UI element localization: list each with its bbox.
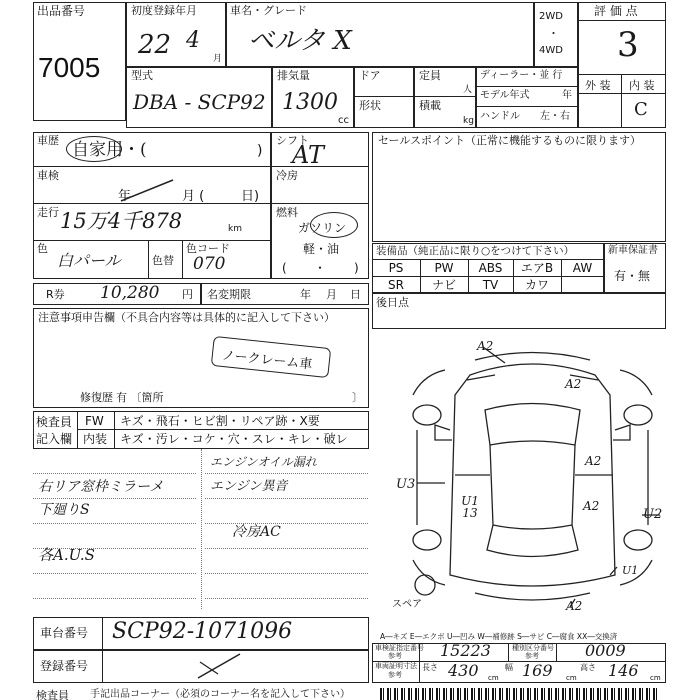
- notes-dot-r3: [205, 523, 368, 524]
- equip-tv: TV: [482, 278, 499, 292]
- no-claim-stamp-text: ノークレーム車: [221, 348, 313, 373]
- shift-value: AT: [292, 141, 325, 169]
- shape-label: 形状: [359, 99, 381, 112]
- doors-label: ドア: [359, 69, 381, 82]
- note-left-1: 右リア窓枠ミラーメ: [38, 479, 164, 495]
- handle-label: ハンドル: [480, 111, 520, 122]
- displacement-value: 1300: [282, 90, 338, 115]
- ext-int-hline: [578, 93, 666, 94]
- color-code-value: 070: [193, 254, 226, 274]
- mark-a2-mid-right: A2: [585, 454, 602, 468]
- shift-divider: [271, 166, 369, 167]
- notes-dot-1: [33, 473, 196, 474]
- model-year-divider: [476, 106, 578, 107]
- length-cm: cm: [488, 674, 499, 682]
- equip-abs: ABS: [478, 261, 503, 275]
- inspection-divider: [33, 203, 271, 204]
- notes-dot-3: [33, 523, 196, 524]
- equip-ps: PS: [388, 261, 404, 275]
- cert-value: 15223: [440, 641, 491, 660]
- interior-value: C: [634, 99, 648, 120]
- equip-sr: SR: [388, 278, 404, 292]
- mark-a2-bottom: A2: [566, 599, 583, 613]
- model-year-label: モデル年式: [480, 90, 530, 101]
- mark-u1-13: U1 13: [461, 494, 479, 520]
- history-label: 車歴: [37, 134, 59, 147]
- cert-v3: [556, 643, 557, 661]
- lot-label: 出品番号: [37, 4, 86, 18]
- history-circle: [66, 136, 122, 162]
- bottom-text: 手記出品コーナー（必須のコーナー名を記入して下さい）: [90, 689, 350, 700]
- fuel-light-oil: 軽・油: [303, 242, 340, 256]
- interior-insp-label: 内装: [83, 432, 108, 446]
- inspection-day-unit: 日): [241, 189, 260, 204]
- color-label: 色: [37, 242, 48, 255]
- chassis-label: 車台番号: [40, 626, 89, 640]
- reg-label: 登録番号: [40, 659, 89, 673]
- width-cm: cm: [566, 674, 577, 682]
- height-value: 146: [608, 661, 639, 680]
- mark-u1-right: U1: [622, 564, 639, 577]
- length-value: 430: [448, 661, 479, 680]
- fuel-dot: ・: [314, 261, 327, 275]
- kg-unit: kg: [463, 116, 474, 126]
- name-change-year: 年: [300, 288, 311, 301]
- note-right-1: エンジンオイル漏れ: [210, 455, 317, 469]
- history-value: 自家用・(: [72, 140, 147, 160]
- inspection-month-unit: 月 (: [182, 189, 205, 204]
- dims-ref: 参考: [388, 671, 402, 679]
- name-change-day: 日: [350, 288, 361, 301]
- color-change-label: 色替: [152, 254, 174, 267]
- handle-options: 左・右: [540, 111, 570, 122]
- inspection-year-unit: 年: [118, 189, 132, 204]
- recycle-label: R券: [46, 288, 65, 301]
- notes-dot-r6: [205, 598, 368, 599]
- score-label: 評 価 点: [594, 4, 638, 18]
- height-cm: cm: [650, 674, 661, 682]
- insp-v2: [114, 411, 115, 449]
- insp-h: [77, 429, 369, 430]
- fuel-paren-close: ): [354, 261, 359, 275]
- later-label: 後日点: [376, 296, 409, 309]
- exterior-label: 外 装: [585, 79, 611, 92]
- color-code-divider: [182, 240, 183, 279]
- notes-mid-divider: [201, 449, 202, 609]
- name-change-month: 月: [326, 288, 337, 301]
- drive-2wd: 2WD: [539, 11, 563, 22]
- lot-number: 7005: [38, 52, 101, 83]
- interior-label: 内 装: [629, 79, 655, 92]
- dims-label: 車両証明寸法: [375, 662, 417, 670]
- name-change-label: 名変期限: [207, 288, 251, 301]
- bottom-label: 検査員: [36, 689, 69, 700]
- repair-label: 修復歴: [80, 391, 113, 404]
- mark-u2: U2: [643, 507, 663, 522]
- year-unit: 年: [562, 90, 572, 101]
- first-reg-label: 初度登録年月: [131, 4, 197, 17]
- ac-label: 冷房: [276, 169, 298, 182]
- capacity-label: 定員: [419, 69, 441, 82]
- repair-value: 有 〔箇所: [116, 391, 164, 404]
- equip-aw: AW: [572, 261, 593, 275]
- history-divider: [33, 166, 271, 167]
- length-label: 長さ: [422, 663, 438, 672]
- recycle-yen: 円: [182, 288, 193, 301]
- notes-dot-r1: [205, 473, 368, 474]
- score-value: 3: [617, 25, 639, 65]
- insp-v1: [77, 411, 78, 449]
- entry-label: 記入欄: [36, 432, 73, 446]
- height-label: 高さ: [580, 663, 596, 672]
- mileage-label: 走行: [37, 206, 59, 219]
- equip-hdr-line: [372, 259, 604, 260]
- recycle-value: 10,280: [100, 283, 160, 303]
- score-divider-2: [578, 74, 666, 75]
- spare-label: スペア: [392, 599, 422, 610]
- note-left-2: 下廻りS: [38, 502, 90, 518]
- equip-pw: PW: [434, 261, 454, 275]
- car-name-label: 車名・グレード: [230, 4, 307, 17]
- first-reg-month-unit: 月: [213, 54, 223, 64]
- reg-strike: [190, 650, 250, 683]
- notes-dot-6: [33, 598, 196, 599]
- class-label: 種別区分番号: [512, 644, 554, 652]
- note-left-3: 各A.U.S: [38, 546, 95, 564]
- fuel-paren-open: (: [282, 261, 287, 275]
- class-ref: 参考: [525, 652, 539, 660]
- mark-u3: U3: [396, 477, 416, 492]
- equip-navi: ナビ: [431, 278, 456, 292]
- color-divider: [148, 240, 149, 279]
- note-right-2: エンジン異音: [210, 479, 288, 494]
- color-value: 白パール: [57, 251, 121, 270]
- mark-a2-upper-right: A2: [565, 377, 582, 391]
- mark-a2-top: A2: [477, 339, 494, 353]
- drive-4wd: 4WD: [539, 45, 563, 56]
- fuel-petrol: ガソリン: [298, 221, 347, 235]
- damage-legend: A―キズ E―エクボ U―凹み W―補修跡 S―サビ C―腐食 XX―交換済: [380, 632, 618, 641]
- barcode: [380, 688, 660, 700]
- mileage-value: 15万4千878: [60, 209, 183, 233]
- width-label: 幅: [505, 663, 513, 672]
- fuel-circle: [310, 212, 358, 238]
- fuel-label: 燃料: [276, 206, 298, 219]
- history-close: ): [257, 143, 263, 159]
- equip-leather: カワ: [524, 278, 549, 292]
- cert-label: 車検証指定番号: [375, 644, 424, 652]
- ac-divider: [271, 203, 369, 204]
- fw-label: FW: [85, 414, 104, 428]
- shift-label: シフト: [276, 134, 309, 147]
- notes-dot-r4: [205, 548, 368, 549]
- later-box: [372, 293, 666, 329]
- model-label: 型式: [131, 69, 153, 82]
- chassis-value: SCP92-1071096: [112, 619, 293, 644]
- class-value: 0009: [585, 641, 626, 660]
- sales-point-label: セールスポイント（正常に機能するものに限ります）: [378, 134, 642, 147]
- notes-dot-5: [33, 573, 196, 574]
- car-diagram: [395, 335, 670, 620]
- cert-ref: 参考: [388, 652, 402, 660]
- dealer-label: ディーラー・並 行: [480, 70, 563, 81]
- ext-int-divider: [621, 74, 622, 128]
- equip-mid-line: [372, 276, 604, 277]
- equipment-header: 装備品（純正品に限り○をつけて下さい）: [376, 245, 575, 257]
- equip-airbag: エアB: [520, 261, 554, 275]
- first-reg-month: 4: [186, 28, 200, 53]
- cert-v2: [508, 643, 509, 661]
- interior-insp-items: キズ・汚レ・コケ・穴・スレ・キレ・破レ: [120, 432, 348, 446]
- mark-a2-lower-right: A2: [583, 499, 600, 513]
- notes-dot-r2: [205, 498, 368, 499]
- car-name-value: ベルタ X: [248, 26, 352, 56]
- repair-close: 〕: [352, 391, 363, 404]
- persons-unit: 人: [463, 85, 473, 95]
- load-label: 積載: [419, 99, 441, 112]
- sales-point-box: [372, 132, 666, 242]
- inspection-strike: [118, 176, 178, 206]
- color-code-label: 色コード: [186, 242, 230, 255]
- fw-items: キズ・飛石・ヒビ割・リペア跡・X要: [120, 414, 320, 428]
- first-reg-year: 22: [138, 30, 172, 60]
- warranty-options: 有・無: [614, 269, 651, 283]
- dealer-divider: [476, 86, 578, 87]
- notes-dot-r5: [205, 573, 368, 574]
- cc-unit: cc: [338, 115, 349, 126]
- mileage-divider: [33, 240, 271, 241]
- drive-dot: ・: [548, 27, 559, 40]
- notes-label: 注意事項申告欄（不具合内容等は具体的に記入して下さい）: [38, 311, 335, 324]
- inspection-label: 車検: [37, 169, 59, 182]
- warranty-label: 新車保証書: [608, 245, 658, 256]
- score-divider: [578, 20, 666, 21]
- inspector-label: 検査員: [36, 415, 73, 429]
- width-value: 169: [522, 661, 553, 680]
- notes-dot-2: [33, 498, 196, 499]
- km-unit: km: [228, 224, 242, 234]
- note-right-3: 冷房AC: [232, 524, 281, 540]
- model-value: DBA - SCP92: [133, 90, 266, 114]
- displacement-label: 排気量: [277, 69, 310, 82]
